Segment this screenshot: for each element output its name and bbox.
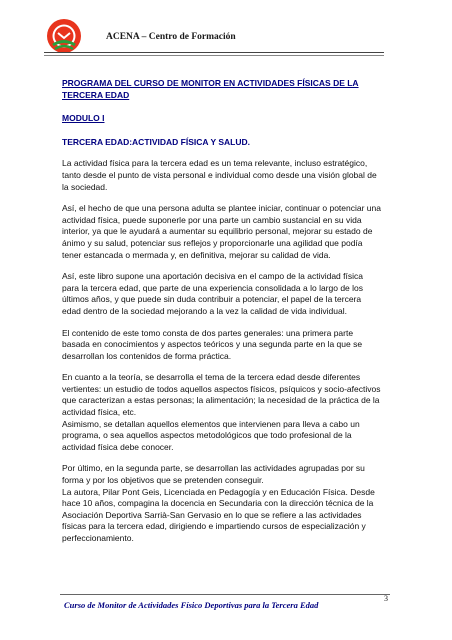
paragraph-book: Así, este libro supone una aportación decisiva en el campo de la actividad física para la tercera edad, que parte de una experiencia consolidada a lo largo de los últimos años, y que puede sin duda contribuir a potenciar, el papel de la tercera edad dentro de la sociedad mejorando a la vez la calidad de vida individual. [62, 271, 364, 316]
section-title: TERCERA EDAD:ACTIVIDAD FÍSICA Y SALUD. [62, 136, 250, 147]
page-number: 3 [384, 594, 388, 603]
page-footer [60, 594, 390, 616]
paragraph-intro: La actividad física para la tercera edad es un tema relevante, incluso estratégico, tanto desde el punto de vista personal e individual como desde una visión global de la sociedad. [62, 158, 377, 192]
acena-logo-icon [44, 18, 84, 54]
paragraph-theory: En cuanto a la teoría, se desarrolla el tema de la tercera edad desde diferentes vertientes: un estudio de todos aquellos aspectos físicos, psíquicos y socio-afectivos que caracterizan a estas personas; la alimentación; la necesidad de la práctica de la actividad física, etc. [62, 372, 381, 418]
header-divider [44, 52, 384, 56]
paragraph-author: La autora, Pilar Pont Geis, Licenciada en Pedagogía y en Educación Física. Desde hace 10 años, compagina la docencia en Secundaria con la dirección técnica de la Asociación Deportiva Sarrià-San Gervasio en lo que se refiere a las actividades físicas para la tercera edad, dirigiendo e impartiendo cursos de especialización y perfeccionamiento. [62, 486, 375, 543]
program-title: PROGRAMA DEL CURSO DE MONITOR EN ACTIVIDADES FÍSICAS DE LA TERCERA EDAD [62, 78, 359, 100]
module-title: MODULO I [62, 113, 105, 124]
document-body [62, 78, 382, 555]
paragraph-methodology: Asimismo, se detallan aquellos elementos que intervienen para lleva a cabo un programa, o sea aquellos aspectos metodológicos que todo profesional de la actividad física debe conocer. [62, 418, 360, 452]
paragraph-contents: El contenido de este tomo consta de dos partes generales: una primera parte basada en conocimientos y aspectos teóricos y una segunda parte en la que se desarrollan los contenidos de forma práctica. [62, 327, 363, 361]
paragraph-benefits: Así, el hecho de que una persona adulta se plantee iniciar, continuar o potenciar una actividad física, puede suponerle por una parte un cambio sustancial en su vida interior, ya que le ayudará a aumentar su equilibrio personal, mejorar su estado de ánimo y su salud, potenciar sus reflejos y proporcionarle una agilidad que podía tener estancada o mermada y, en definitiva, mejorar su calidad de vida. [62, 203, 381, 260]
footer-divider [60, 594, 390, 595]
header-title: ACENA – Centro de Formación [106, 32, 236, 42]
paragraph-practice: Por último, en la segunda parte, se desarrollan las actividades agrupadas por su forma y por los objetivos que se pretenden conseguir. [62, 463, 365, 486]
page-header [44, 18, 384, 54]
footer-course-title: Curso de Monitor de Actividades Físico Deportivas para la Tercera Edad [64, 600, 319, 610]
